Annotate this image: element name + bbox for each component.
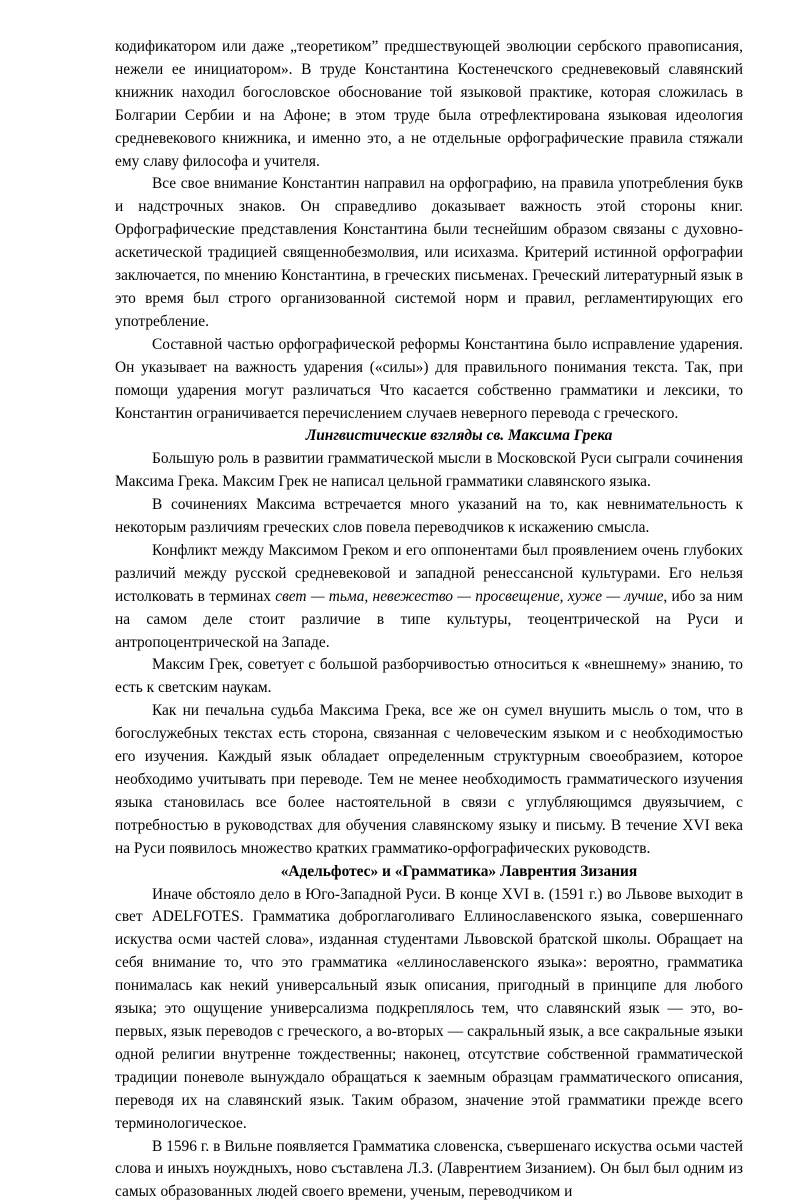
paragraph-maxim-legacy: Как ни печальна судьба Максима Грека, все же он сумел внушить мысль о том, что в богослужебных текстах есть сторона, связанная с человеческим языком и с необходимостью его изучения. Каждый язык обладает определенным структурным своеобразием, которое необходимо учитывать при переводе. Тем не менее необходимость грамматического изучения языка становилась все более настоятельной в связи с углубляющимся двуязычием, с потребностью в руководствах для обучения славянскому языку и письму. В течение XVI века на Руси появилось множество кратких грамматико-орфографических руководств.	[115, 700, 743, 860]
paragraph-conflict	[115, 540, 743, 655]
paragraph-conflict-text-b: , ибо за ним на самом деле стоит различие в типе культуры, теоцентрической на Руси и антропоцентрической на Западе.	[115, 588, 743, 651]
paragraph-continuation: кодификатором или даже „теоретиком” предшествующей эволюции сербского правописания, нежели ее инициатором». В труде Константина Костенечского средневековый славянский книжник находил богословское обоснование той языковой практике, которая сложилась в Болгарии Сербии и на Афоне; в этом труде была отрефлектирована языковая идеология средневекового книжника, и именно это, а не отдельные орфографические правила стяжали ему славу философа и учителя.	[115, 36, 743, 173]
paragraph-conflict-italic: свет — тьма, невежество — просвещение, хуже — лучше	[275, 588, 663, 605]
paragraph-zizaniy: В 1596 г. в Вильне появляется Грамматика словенска, съвершенаго искуства осьми частей слова и иныхъ ноуждныхъ, ново съставлена Л.З. (Лаврентием Зизанием). Он был был одним из самых образованных людей своего времени, ученым, переводчиком и	[115, 1136, 743, 1204]
paragraph-stress-reform: Составной частью орфографической реформы Константина было исправление ударения. Он указывает на важность ударения («силы») для правильного понимания текста. Так, при помощи ударения могут различаться Что касается собственно грамматики и лексики, то Константин ограничивается перечислением случаев неверного перевода с греческого.	[115, 334, 743, 426]
section-heading-adelfotes: «Адельфотес» и «Грамматика» Лаврентия Зизания	[115, 861, 743, 884]
paragraph-external-knowledge: Максим Грек, советует с большой разборчивостью относиться к «внешнему» знанию, то есть к светским наукам.	[115, 654, 743, 700]
paragraph-conflict-text-a: Конфликт между Максимом Греком и его оппонентами был проявлением очень глубоких различий между русской средневековой и западной ренессансной культурами. Его нельзя истолковать в терминах	[115, 542, 743, 605]
section-heading-maxim-grek: Лингвистические взгляды св. Максима Грека	[115, 425, 743, 448]
paragraph-adelfotes: Иначе обстояло дело в Юго-Западной Руси. В конце XVI в. (1591 г.) во Львове выходит в свет ADELFOTES. Грамматика доброглаголиваго Еллинославенского языка, совершеннаго искуства осми частей слова», изданная студентами Львовской братской школы. Обращает на себя внимание то, что это грамматика «еллинославенского языка»: вероятно, грамматика понималась как некий универсальный язык описания, пригодный в принципе для любого языка; это ощущение универсализма подкреплялось тем, что славянский язык — это, во-первых, язык переводов с греческого, а во-вторых — сакральный язык, а все сакральные языки одной религии внутренне тождественны; наконец, отсутствие собственной грамматической традиции поневоле вынуждало обращаться к заемным образцам грамматического описания, переводя их на славянский язык. Таким образом, значение этой грамматики прежде всего терминологическое.	[115, 884, 743, 1136]
paragraph-maxim-writings: В сочинениях Максима встречается много указаний на то, как невнимательность к некоторым различиям греческих слов повела переводчиков к искажению смысла.	[115, 494, 743, 540]
paragraph-orthography: Все свое внимание Константин направил на орфографию, на правила употребления букв и надстрочных знаков. Он справедливо доказывает важность этой стороны книг. Орфографические представления Константина были теснейшим образом связаны с духовно-аскетической традицией священнобезмолвия, или исихазма. Критерий истинной орфографии заключается, по мнению Константина, в греческих письменах. Греческий литературный язык в это время был строго организованной системой норм и правил, регламентирующих его употребление.	[115, 173, 743, 333]
paragraph-maxim-role: Большую роль в развитии грамматической мысли в Московской Руси сыграли сочинения Максима Грека. Максим Грек не написал цельной грамматики славянского языка.	[115, 448, 743, 494]
